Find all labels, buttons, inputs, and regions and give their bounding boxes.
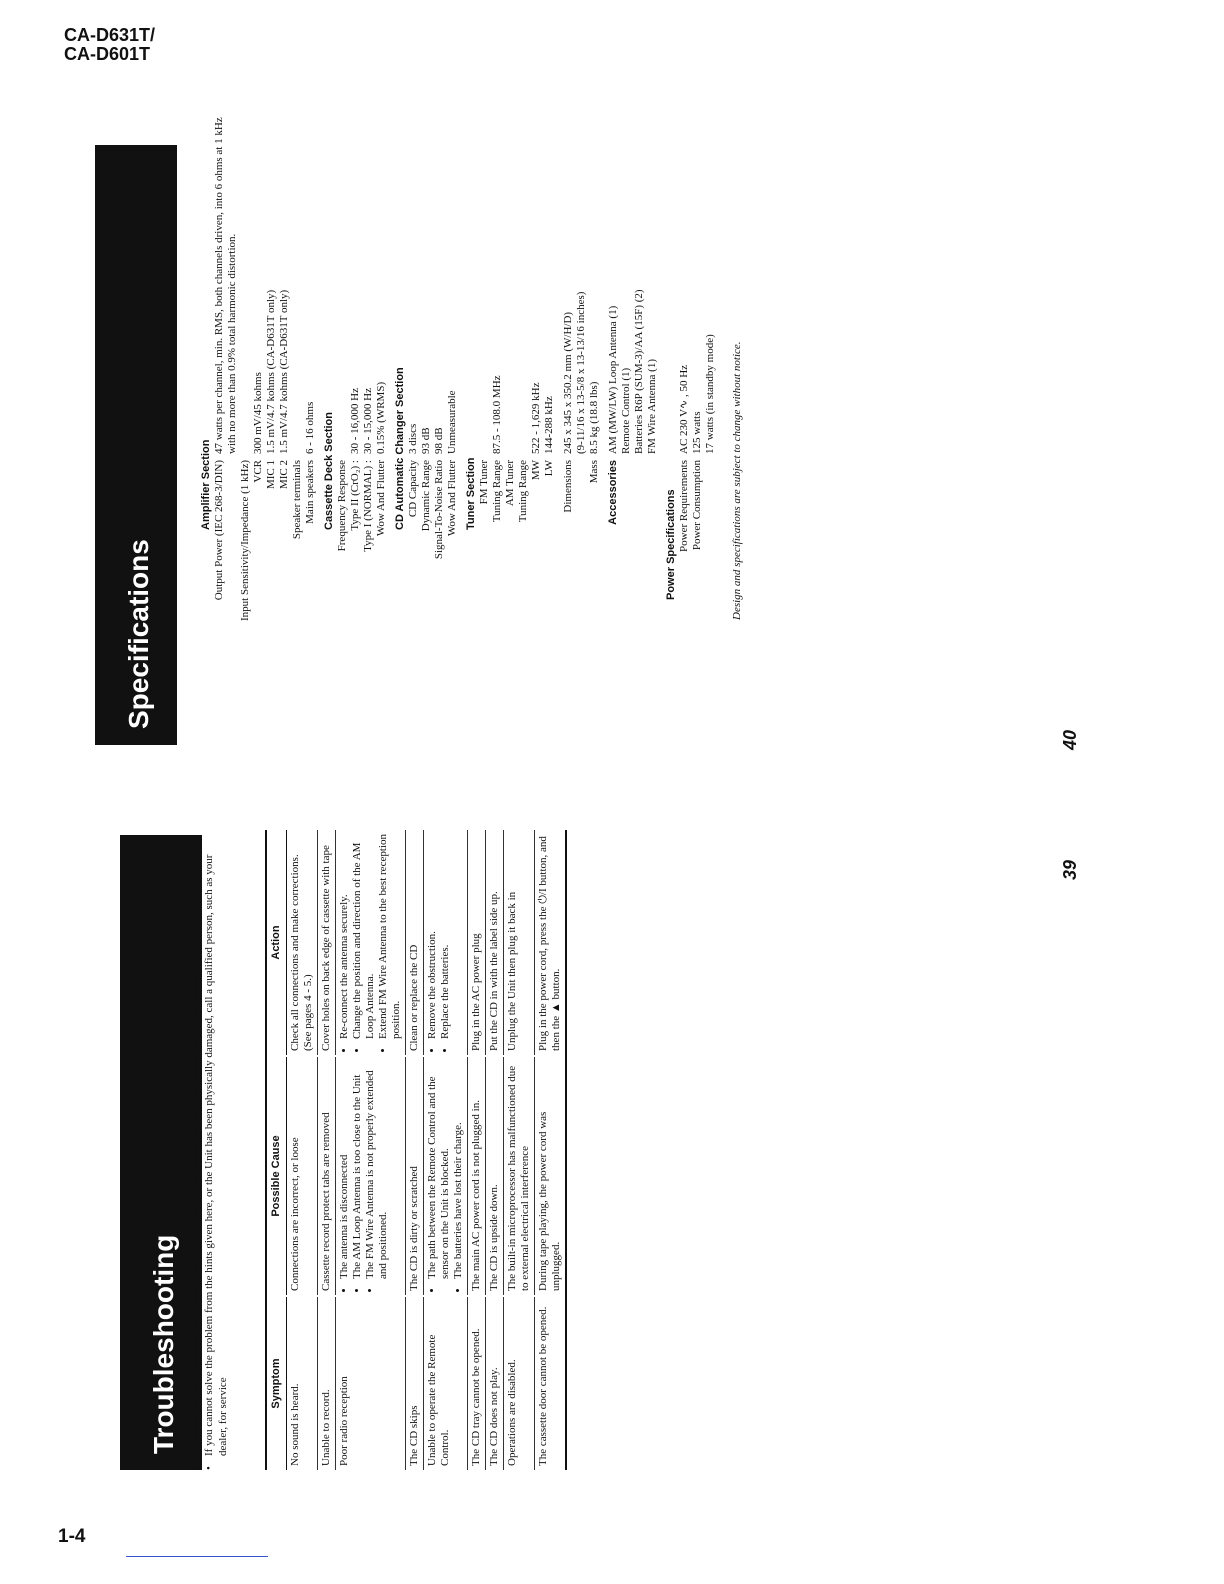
spec-label: Signal-To-Noise Ratio [433,460,445,560]
spec-row [349,100,362,660]
spec-value: 144-288 kHz [543,396,555,454]
spec-value: 30 - 16,000 Hz [349,388,361,454]
action-cell: Plug in the power cord, press the ⏻/I button, and then the ▲ button. [535,830,567,1056]
spec-row [291,100,304,660]
cause-cell: The CD is upside down. [486,1056,504,1296]
power-heading: Power Specifications [665,489,677,600]
spec-row [420,100,433,660]
action-cell: Cover holes on back edge of cassette with tape [318,830,336,1056]
spec-row [433,100,446,660]
table-row [504,830,535,1470]
action-cell [424,830,468,1056]
table-row [535,830,567,1470]
col-symptom: Symptom [266,1296,287,1470]
cause-cell: Connections are incorrect, or loose [287,1056,318,1296]
spec-row [588,100,601,660]
spec-row [562,100,588,660]
spec-label: MIC 1 [265,460,277,490]
spec-value: 3 discs [407,423,419,454]
spec-label: VCR [252,460,264,483]
spec-value: 125 watts [691,411,703,454]
spec-row [265,100,278,660]
action-cell: Put the CD in with the label side up. [486,830,504,1056]
model-number [64,26,155,64]
page-number-39: 39 [1060,859,1080,880]
spec-row [375,100,388,660]
rotated-document [60,100,1080,1500]
spec-row [446,100,459,660]
symptom-cell: The CD does not play. [486,1296,504,1470]
cause-cell: Cassette record protect tabs are removed [318,1056,336,1296]
cause-cell [424,1056,468,1296]
spec-note: Design and specifications are subject to change without notice. [731,341,743,620]
page-number-40: 40 [1060,729,1080,750]
spec-label: MW [530,460,542,481]
action-item: • Re-connect the antenna securely. [338,834,351,1039]
spec-row [691,100,704,660]
cause-item: • The path between the Remote Control and the sensor on the Unit is blocked. [426,1061,452,1279]
spec-label: Frequency Response [336,460,348,552]
spec-label: Type II (CrO₂) : [349,460,361,531]
accessory-item: AM (MW/LW) Loop Antenna (1) [607,305,619,454]
spec-row [213,100,239,660]
spec-value: Unmeasurable [446,390,458,454]
table-row [468,830,486,1470]
spec-value: AC 230 V∿ , 50 Hz [678,364,690,454]
spec-row [278,100,291,660]
action-item: • Remove the obstruction. [426,834,439,1039]
spec-value: 0.15% (WRMS) [375,381,387,454]
col-cause: Possible Cause [266,1056,287,1296]
table-row [486,830,504,1470]
cause-item: • The AM Loop Antenna is too close to the Unit [351,1061,364,1279]
tuner-heading: Tuner Section [465,457,477,530]
symptom-cell: Unable to record. [318,1296,336,1470]
spec-value: 93 dB [420,427,432,454]
table-row [318,830,336,1470]
action-item: • Replace the batteries. [439,834,452,1039]
spec-value: 1.5 mV/4.7 kohms (CA-D631T only) [278,289,290,454]
spec-value: 8.5 kg (18.8 lbs) [588,381,600,454]
cause-cell: The main AC power cord is not plugged in. [468,1056,486,1296]
cause-cell: The built-in microprocessor has malfunctioned due to external electrical interference [504,1056,535,1296]
spec-row [336,100,349,660]
spec-row [239,100,252,660]
spec-value: 98 dB [433,427,445,454]
spec-row [704,100,717,660]
spec-value: 30 - 15,000 Hz [362,388,374,454]
spec-label: Mass [588,460,600,484]
symptom-cell: Operations are disabled. [504,1296,535,1470]
spec-label: Power Consumption [691,460,703,551]
spec-label: Dynamic Range [420,460,432,532]
spec-label: Input Sensitivity/Impedance (1 kHz) [239,460,251,621]
spec-row [252,100,265,660]
spec-label: Tuning Range [491,460,503,523]
model-line-1: CA-D631T/ [64,25,156,45]
symptom-cell: The CD tray cannot be opened. [468,1296,486,1470]
cause-item: • The antenna is disconnected [338,1061,351,1279]
symptom-cell: Unable to operate the Remote Control. [424,1296,468,1470]
action-item: • Change the position and direction of the AM Loop Antenna. [351,834,377,1039]
accessory-item: FM Wire Antenna (1) [646,359,658,454]
spec-row [491,100,504,660]
spec-value: 300 mV/45 kohms [252,372,264,454]
spec-value: 1.5 mV/4.7 kohms (CA-D631T only) [265,289,277,454]
accessory-item: Remote Control (1) [620,367,632,454]
spec-label: Tuning Range [517,460,529,523]
spec-label: Wow And Flutter [446,460,458,537]
action-cell: Clean or replace the CD [406,830,424,1056]
table-row [406,830,424,1470]
specifications-title: Specifications [95,145,177,745]
spec-label: Wow And Flutter [375,460,387,537]
spec-value: 522 - 1,629 kHz [530,382,542,454]
spec-label [704,454,717,660]
spec-label: Main speakers [304,460,316,524]
intro-item: • If you cannot solve the problem from the hints given here, or the Unit has been physically damaged, call a qualified person, such as your dealer, for service [202,830,230,1470]
intro-item: • If you are having a problem with your System, check this list for a possible solution before calling for service. [188,830,202,1470]
spec-row [607,100,659,660]
col-action: Action [266,830,287,1056]
action-cell: Check all connections and make corrections. (See pages 4 - 5.) [287,830,318,1056]
symptom-cell: The cassette door cannot be opened. [535,1296,567,1470]
spec-value: 6 - 16 ohms [304,401,316,454]
spec-row [517,100,530,660]
symptom-cell: No sound is heard. [287,1296,318,1470]
table-row [336,830,406,1470]
page-code: 1-4 [58,1526,86,1547]
spec-value: 17 watts (in standby mode) [704,334,716,454]
spec-row [407,100,420,660]
action-item: • Extend FM Wire Antenna to the best reception position. [377,834,403,1039]
cause-cell: The CD is dirty or scratched [406,1056,424,1296]
spec-label: MIC 2 [278,460,290,490]
symptom-cell: Poor radio reception [336,1296,406,1470]
spec-label: Speaker terminals [291,460,303,540]
spec-row [478,100,491,660]
spec-row [362,100,375,660]
cassette-heading: Cassette Deck Section [323,412,335,530]
accessories-heading: Accessories [607,460,619,525]
cause-cell [336,1056,406,1296]
footer-line [126,1556,268,1557]
action-cell: Plug in the AC power plug [468,830,486,1056]
table-header-row [266,830,287,1470]
spec-label: Dimensions [562,460,574,513]
spec-label: LW [543,460,555,477]
spec-row [678,100,691,660]
cause-item: • The batteries have lost their charge. [452,1061,465,1279]
spec-value: 47 watts per channel, min. RMS, both channels driven, into 6 ohms at 1 kHz with no more than 0.9% total harmonic distortion. [213,117,238,454]
spec-row [543,100,556,660]
spec-label: CD Capacity [407,460,419,518]
spec-row [304,100,317,660]
table-row [424,830,468,1470]
accessory-item: Batteries R6P (SUM-3)/AA (15F) (2) [633,289,645,454]
amplifier-heading: Amplifier Section [200,439,212,530]
cause-item: • The FM Wire Antenna is not properly extended and positioned. [364,1061,390,1279]
spec-value: 87.5 - 108.0 MHz [491,375,503,454]
model-line-2: CA-D601T [64,44,151,64]
spec-label: Type I (NORMAL) : [362,460,374,552]
symptom-cell: The CD skips [406,1296,424,1470]
troubleshooting-title: Troubleshooting [120,835,202,1470]
spec-label: FM Tuner [478,460,490,505]
troubleshooting-table [265,830,567,1470]
specifications-body [200,100,744,660]
troubleshooting-intro [188,830,230,1470]
spec-label: Output Power (IEC 268-3/DIN) [213,460,225,601]
spec-value: (9-11/16 x 13-5/8 x 13-13/16 inches) [575,291,587,454]
action-cell: Unplug the Unit then plug it back in [504,830,535,1056]
spec-row [530,100,543,660]
spec-label: Power Requirements [678,460,690,552]
spec-value: 245 x 345 x 350.2 mm (W/H/D) [562,311,574,454]
cd-heading: CD Automatic Changer Section [394,367,406,530]
spec-label: AM Tuner [504,460,516,507]
action-cell [336,830,406,1056]
cause-cell: During tape playing, the power cord was unplugged. [535,1056,567,1296]
table-row [287,830,318,1470]
spec-row [504,100,517,660]
